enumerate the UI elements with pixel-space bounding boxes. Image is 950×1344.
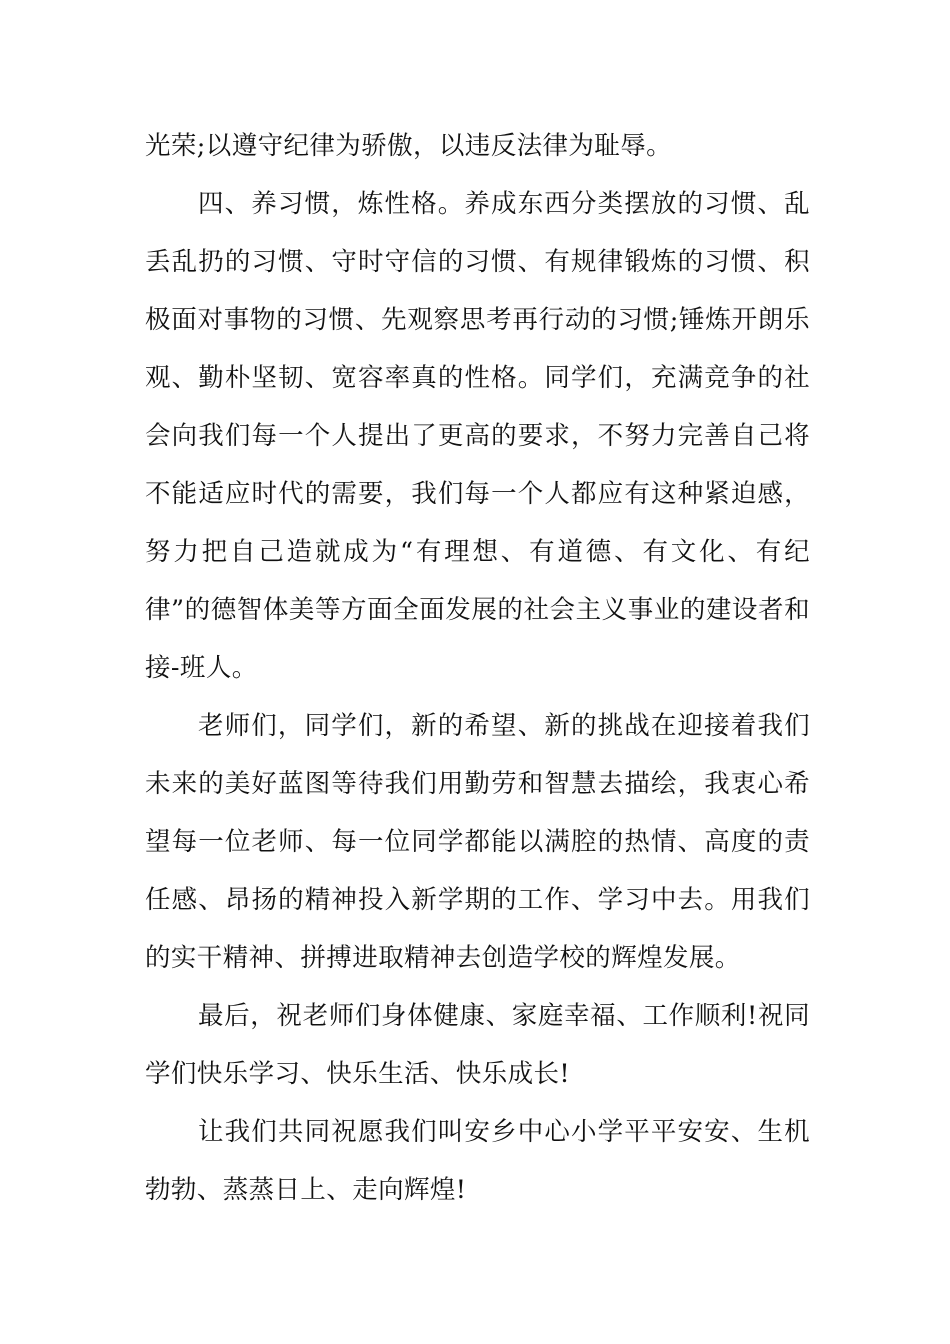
paragraph-teachers-students: 老师们，同学们，新的希望、新的挑战在迎接着我们未来的美好蓝图等待我们用勤劳和智慧去描绘，我衷心希望每一位老师、每一位同学都能以满腔的热情、高度的责任感、昂扬的精神投入新学期的工作、学习中去。用我们的实干精神、拼搏进取精神去创造学校的辉煌发展。 xyxy=(145,711,810,973)
document-body xyxy=(145,117,810,1219)
paragraph-habits: 四、养习惯，炼性格。养成东西分类摆放的习惯、乱丢乱扔的习惯、守时守信的习惯、有规律锻炼的习惯、积极面对事物的习惯、先观察思考再行动的习惯;锤炼开朗乐观、勤朴坚韧、宽容率真的性格。同学们，充满竞争的社会向我们每一个人提出了更高的要求，不努力完善自己将不能适应时代的需要，我们每一个人都应有这种紧迫感，努力把自己造就成为“有理想、有道德、有文化、有纪律”的德智体美等方面全面发展的社会主义事业的建设者和接-班人。 xyxy=(145,189,810,683)
paragraph-wishes: 最后，祝老师们身体健康、家庭幸福、工作顺利!祝同学们快乐学习、快乐生活、快乐成长! xyxy=(145,1001,810,1089)
paragraph-closing: 让我们共同祝愿我们叫安乡中心小学平平安安、生机勃勃、蒸蒸日上、走向辉煌! xyxy=(145,1117,810,1205)
paragraph-continuation: 光荣;以遵守纪律为骄傲，以违反法律为耻辱。 xyxy=(145,131,672,161)
